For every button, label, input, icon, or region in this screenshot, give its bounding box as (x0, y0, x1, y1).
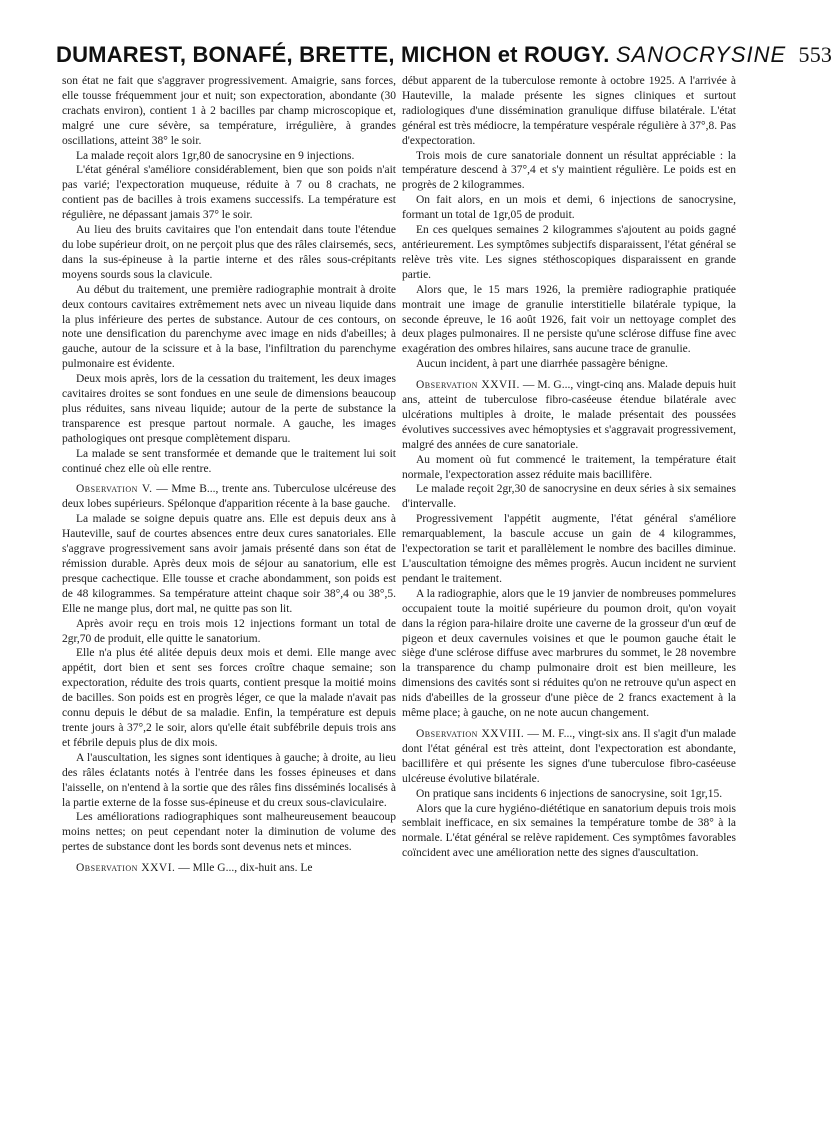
paragraph: L'état général s'améliore considérablement, bien que son poids n'ait pas varié; l'expectoration muqueuse, réduite à 7 ou 8 crachats, ne contient pas de bacilles à trois examens successifs. La température est régulière, ne dépassant jamais 37° le soir. (62, 164, 396, 222)
paragraph: La malade se sent transformée et demande que le traitement lui soit continué chez elle où elle rentre. (62, 447, 396, 475)
paragraph: La malade se soigne depuis quatre ans. Elle est depuis deux ans à Hauteville, sauf de courtes absences entre deux cures sanatoriales. Elle s'aggrave progressivement sans avoir jamais présenté dans son état de rémission durable. Après deux mois de séjour au sanatorium, elle est presque cachectique. Elle tousse et crache abondamment, son poids est de 48 kilogrammes. Sa température atteint chaque soir 38°,4 ou 38°,5. Elle ne mange plus, dort mal, ne quitte pas son lit. (62, 513, 396, 615)
right-column (402, 74, 736, 861)
observation-heading: Observation V. — Mme B..., trente ans. Tuberculose ulcéreuse des deux lobes supérieurs. Spélonque d'apparition récente à la base gauche. (62, 483, 396, 511)
paragraph: A la radiographie, alors que le 19 janvier de nombreuses pommelures occupaient toute la moitié supérieure du poumon droit, qu'on voyait dans la région para-hilaire droite une caverne de la grosseur d'un œuf de pigeon et deux cavernules voisines et que le poumon gauche était le siège d'une sclérose diffuse avec marbrures du sommet, le 28 novembre la transparence du champ pulmonaire droit est bien meilleure, les dimensions des cavités sont si réduites qu'on ne retrouve qu'un aspect en nids d'abeilles de la grosseur d'une pièce de 2 francs exactement à la même place; à gauche, on ne note aucun changement. (402, 587, 736, 720)
observation-label: Observation V. (76, 483, 153, 496)
paragraph: Au moment où fut commencé le traitement, la température était normale, l'expectoration assez réduite mais bacillifère. (402, 453, 736, 481)
header-subject: SANOCRYSINE (615, 42, 787, 67)
paragraph: Au lieu des bruits cavitaires que l'on entendait dans toute l'étendue du lobe supérieur droit, on ne perçoit plus que des râles clairsemés, secs, dans la sus-épineuse à la partie interne et des râles sous-crépitants moyens sourds sous la clavicule. (62, 224, 396, 281)
paragraph: Aucun incident, à part une diarrhée passagère bénigne. (416, 358, 668, 371)
observation-label: Observation XXVIII. (416, 727, 525, 740)
paragraph: Deux mois après, lors de la cessation du traitement, les deux images cavitaires droites se sont fondues en une seule de dimensions beaucoup plus réduites, sans niveau liquide; autour de la perte de substance la transparence est presque partout normale. A gauche, les images pathologiques ont presque complètement disparu. (62, 373, 396, 445)
paragraph: On pratique sans incidents 6 injections de sanocrysine, soit 1gr,15. (416, 787, 723, 800)
paragraph: En ces quelques semaines 2 kilogrammes s'ajoutent au poids gagné antérieurement. Les symptômes subjectifs disparaissent, l'état général se relève très vite. Les signes stéthoscopiques disparaissent en grande partie. (402, 224, 736, 281)
paragraph: son état ne fait que s'aggraver progressivement. Amaigrie, sans forces, elle tousse fréquemment jour et nuit; son expectoration, abondante (30 crachats environ), contient 1 à 2 bacilles par champ microscopique et, malgré une cure sévère, sa température, irrégulière, à grandes oscillations, atteint 38° le soir. (62, 75, 396, 147)
running-head (56, 42, 832, 68)
observation-heading: Observation XXVIII. — M. F..., vingt-six ans. Il s'agit d'un malade dont l'état général est très atteint, dont l'expectoration est abondante, bacillifère et qui présente les signes d'une tuberculose fibro-caséeuse ulcéreuse évolutive bilatérale. (402, 727, 736, 785)
paragraph: début apparent de la tuberculose remonte à octobre 1925. A l'arrivée à Hauteville, la malade présente les signes cliniques et surtout radiologiques d'une dissémination granulique diffuse bilatérale. L'état général est très médiocre, la température vespérale régulière à 37°,8. Pas d'expectoration. (402, 75, 736, 147)
paragraph: Les améliorations radiographiques sont malheureusement beaucoup moins nettes; on peut cependant noter la diminution de volume des pertes de substance dont les bords sont devenus nets et minces. (62, 811, 396, 854)
observation-label: Observation XXVII. (416, 379, 520, 392)
paragraph: La malade reçoit alors 1gr,80 de sanocrysine en 9 injections. (76, 149, 355, 162)
paragraph: Elle n'a plus été alitée depuis deux mois et demi. Elle mange avec appétit, dort bien et sent ses forces croître chaque semaine; son expectoration, réduite des trois quarts, contient presque la moitié moins de bacilles. Son poids est en progrès léger, ce que la malade n'avait pas connu depuis le début de sa maladie. Enfin, la température est depuis trente jours à 37°,2 le soir, alors qu'elle était subfébrile depuis trois ans et fébrile depuis plus de dix mois. (62, 647, 396, 749)
paragraph: Au début du traitement, une première radiographie montrait à droite deux contours cavitaires extrêmement nets avec un niveau liquide dans la plus inférieure des pertes de substance. Autour de ces contours, on note une densification du parenchyme avec image en nids d'abeilles; à gauche, autour de la scissure et à la base, l'infiltration du parenchyme pulmonaire est évidente. (62, 283, 396, 371)
paragraph: Progressivement l'appétit augmente, l'état général s'améliore remarquablement, la bascule accuse un gain de 4 kilogrammes, l'expectoration se tarit et parallèlement le nombre des bacilles diminue. L'auscultation témoigne des mêmes progrès. Aucun incident ne survient pendant le traitement. (402, 513, 736, 585)
observation-heading: Observation XXVII. — M. G..., vingt-cinq ans. Malade depuis huit ans, atteint de tuberculose fibro-caséeuse étendue bilatérale avec ulcérations multiples à droite, le malade présentait des poussées évolutives successives avec hémoptysies et s'aggravait progressivement, malgré des années de cure sanatoriale. (402, 379, 736, 451)
header-authors: DUMAREST, BONAFÉ, BRETTE, MICHON et ROUGY. (56, 42, 610, 67)
paragraph: On fait alors, en un mois et demi, 6 injections de sanocrysine, formant un total de 1gr,05 de produit. (402, 194, 736, 222)
paragraph: A l'auscultation, les signes sont identiques à gauche; à droite, au lieu des râles éclatants notés à l'entrée dans les fosses épineuses et dans l'aisselle, on n'entend à la sortie que des râles fins disséminés localisés à la partie externe de la fosse sus-épineuse et du creux sous-claviculaire. (62, 751, 396, 809)
paragraph: Le malade reçoit 2gr,30 de sanocrysine en deux séries à six semaines d'intervalle. (402, 483, 736, 511)
paragraph: Après avoir reçu en trois mois 12 injections formant un total de 2gr,70 de produit, elle quitte le sanatorium. (62, 617, 396, 645)
page-number: 553 (798, 42, 832, 67)
observation-heading: Observation XXVI. — Mlle G..., dix-huit ans. Le (76, 862, 313, 875)
left-column (62, 74, 396, 876)
paragraph: Trois mois de cure sanatoriale donnent un résultat appréciable : la température descend à 37°,4 et s'y maintient régulière. Le poids est en progrès de 2 kilogrammes. (402, 149, 736, 192)
paragraph: Alors que la cure hygiéno-diététique en sanatorium depuis trois mois semblait inefficace, en six semaines la température tombe de 38° à la normale. L'état général se relève rapidement. Ces symptômes favorables coïncident avec une amélioration nette des signes d'auscultation. (402, 802, 736, 860)
observation-label: Observation XXVI. (76, 862, 176, 875)
paragraph: Alors que, le 15 mars 1926, la première radiographie pratiquée montrait une image de granulie interstitielle bilatérale typique, la seconde épreuve, le 16 août 1926, fait voir un nettoyage complet des deux plages pulmonaires. Il ne persiste qu'une sclérose diffuse fine avec exagération des ombres hilaires, sans aucune trace de granulie. (402, 283, 736, 356)
